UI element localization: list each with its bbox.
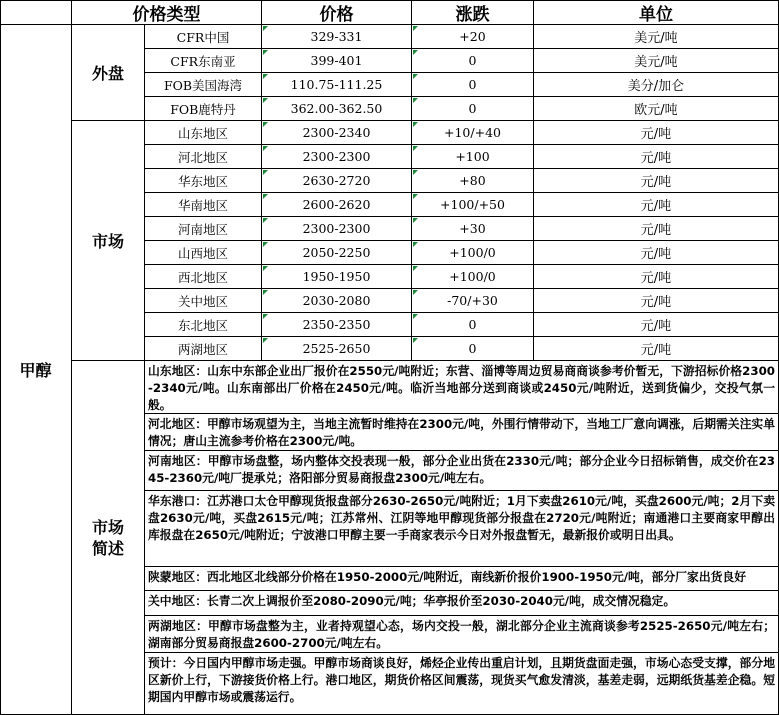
external-cell-change: 0 (412, 49, 534, 73)
comment-marker-icon (263, 242, 268, 247)
comment-marker-icon (263, 26, 268, 31)
group-summary: 市场 简述 (72, 361, 145, 715)
market-cell-change: +30 (412, 217, 534, 241)
market-cell-name: 华东地区 (145, 169, 262, 193)
comment-marker-icon (263, 194, 268, 199)
summary-note: 华东港口：江苏港口太仓甲醇现货报盘部分2630-2650元/吨附近；1月下卖盘2610元/吨，买盘2600元/吨；2月下卖盘2630元/吨，买盘2615元/吨；江苏常州、江阴等地甲醇现货部分报盘在2720元/吨附近；南通港口主要商家甲醇出库报盘在2650元/吨附近；宁波港口甲醇主要一手商家表示今日对外报盘暂无，最新报价或明日出具。 (145, 491, 779, 567)
external-cell-change: +20 (412, 25, 534, 49)
market-cell-change: -70/+30 (412, 289, 534, 313)
summary-note: 关中地区：长青二次上调报价至2080-2090元/吨；华亭报价至2030-2040元/吨，成交情况稳定。 (145, 591, 779, 616)
market-cell-unit: 元/吨 (534, 241, 779, 265)
group-external: 外盘 (72, 25, 145, 121)
market-cell-unit: 元/吨 (534, 169, 779, 193)
market-cell-change: +100/0 (412, 265, 534, 289)
external-cell-name: CFR东南亚 (145, 49, 262, 73)
external-cell-price: 329-331 (262, 25, 412, 49)
market-cell-name: 东北地区 (145, 313, 262, 337)
market-cell-change: +80 (412, 169, 534, 193)
comment-marker-icon (413, 98, 418, 103)
market-cell-change: 0 (412, 337, 534, 361)
market-cell-change: 0 (412, 313, 534, 337)
market-cell-price: 2300-2300 (262, 217, 412, 241)
summary-note: 陕蒙地区：西北地区北线部分价格在1950-2000元/吨附近，南线新价报价1900-1950元/吨，部分厂家出货良好 (145, 567, 779, 591)
header-category: 价格类型 (72, 0, 262, 25)
group-market: 市场 (72, 121, 145, 361)
comment-marker-icon (263, 338, 268, 343)
market-cell-price: 2600-2620 (262, 193, 412, 217)
comment-marker-icon (413, 122, 418, 127)
external-cell-change: 0 (412, 97, 534, 121)
external-cell-unit: 美元/吨 (534, 25, 779, 49)
comment-marker-icon (263, 266, 268, 271)
header-change: 涨跌 (412, 0, 534, 25)
market-cell-change: +100 (412, 145, 534, 169)
market-cell-name: 两湖地区 (145, 337, 262, 361)
external-cell-change: 0 (412, 73, 534, 97)
market-cell-unit: 元/吨 (534, 145, 779, 169)
market-cell-name: 山东地区 (145, 121, 262, 145)
market-cell-unit: 元/吨 (534, 265, 779, 289)
market-cell-price: 2630-2720 (262, 169, 412, 193)
external-cell-name: FOB鹿特丹 (145, 97, 262, 121)
external-cell-price: 399-401 (262, 49, 412, 73)
comment-marker-icon (413, 194, 418, 199)
comment-marker-icon (413, 266, 418, 271)
comment-marker-icon (263, 170, 268, 175)
comment-marker-icon (263, 290, 268, 295)
external-cell-name: CFR中国 (145, 25, 262, 49)
market-cell-unit: 元/吨 (534, 217, 779, 241)
comment-marker-icon (413, 74, 418, 79)
comment-marker-icon (413, 314, 418, 319)
market-cell-change: +100/0 (412, 241, 534, 265)
market-cell-name: 关中地区 (145, 289, 262, 313)
comment-marker-icon (413, 218, 418, 223)
comment-marker-icon (413, 170, 418, 175)
market-cell-unit: 元/吨 (534, 193, 779, 217)
comment-marker-icon (413, 26, 418, 31)
market-cell-unit: 元/吨 (534, 121, 779, 145)
comment-marker-icon (413, 242, 418, 247)
external-cell-unit: 美分/加仑 (534, 73, 779, 97)
external-cell-unit: 欧元/吨 (534, 97, 779, 121)
market-cell-price: 2050-2250 (262, 241, 412, 265)
comment-marker-icon (263, 98, 268, 103)
header-unit: 单位 (534, 0, 779, 25)
summary-note: 河北地区：甲醇市场观望为主，当地主流暂时维持在2300元/吨，外围行情带动下，当地工厂意向调涨，后期需关注实单情况；唐山主流参考价格在2300元/吨。 (145, 414, 779, 451)
market-cell-price: 2030-2080 (262, 289, 412, 313)
external-cell-name: FOB美国海湾 (145, 73, 262, 97)
header-blank-cell (0, 0, 72, 25)
market-cell-unit: 元/吨 (534, 313, 779, 337)
comment-marker-icon (263, 146, 268, 151)
external-cell-price: 110.75-111.25 (262, 73, 412, 97)
comment-marker-icon (263, 50, 268, 55)
comment-marker-icon (263, 122, 268, 127)
market-cell-name: 山西地区 (145, 241, 262, 265)
summary-note: 两湖地区：甲醇市场盘整为主，业者持观望心态，场内交投一般，湖北部分企业主流商谈参考2525-2650元/吨左右；湖南部分贸易商报盘2600-2700元/吨左右。 (145, 616, 779, 653)
summary-note: 河南地区：甲醇市场盘整，场内整体交投表现一般，部分企业出货在2330元/吨；部分企业今日招标销售，成交价在2345-2360元/吨厂提承兑；洛阳部分贸易商报盘2300元/吨左右。 (145, 451, 779, 491)
market-cell-unit: 元/吨 (534, 289, 779, 313)
summary-note: 预计：今日国内甲醇市场走强。甲醇市场商谈良好，烯烃企业传出重启计划，且期货盘面走强，市场心态受支撑，部分地区新价上行，下游接货价格上行。港口地区，期货价格区间震荡，现货买气愈发清淡，基差走弱，远期纸货基差企稳。短期国内甲醇市场或震荡运行。 (145, 653, 779, 715)
comment-marker-icon (413, 146, 418, 151)
market-cell-price: 1950-1950 (262, 265, 412, 289)
comment-marker-icon (413, 338, 418, 343)
product-name: 甲醇 (0, 25, 72, 715)
market-cell-price: 2300-2300 (262, 145, 412, 169)
comment-marker-icon (413, 50, 418, 55)
summary-note: 山东地区：山东中东部企业出厂报价在2550元/吨附近；东营、淄博等周边贸易商商谈参考价暂无，下游招标价格2300-2340元/吨。山东南部出厂价格在2450元/吨。临沂当地部分送到商谈或2450元/吨附近，送到货偏少，交投气氛一般。 (145, 361, 779, 414)
external-cell-price: 362.00-362.50 (262, 97, 412, 121)
market-cell-name: 河南地区 (145, 217, 262, 241)
market-cell-change: +100/+50 (412, 193, 534, 217)
market-cell-price: 2300-2340 (262, 121, 412, 145)
market-cell-change: +10/+40 (412, 121, 534, 145)
comment-marker-icon (413, 290, 418, 295)
market-cell-price: 2525-2650 (262, 337, 412, 361)
market-cell-unit: 元/吨 (534, 337, 779, 361)
market-cell-name: 华南地区 (145, 193, 262, 217)
market-cell-name: 河北地区 (145, 145, 262, 169)
comment-marker-icon (263, 314, 268, 319)
comment-marker-icon (263, 74, 268, 79)
market-cell-name: 西北地区 (145, 265, 262, 289)
header-price: 价格 (262, 0, 412, 25)
external-cell-unit: 美元/吨 (534, 49, 779, 73)
market-cell-price: 2350-2350 (262, 313, 412, 337)
comment-marker-icon (263, 218, 268, 223)
